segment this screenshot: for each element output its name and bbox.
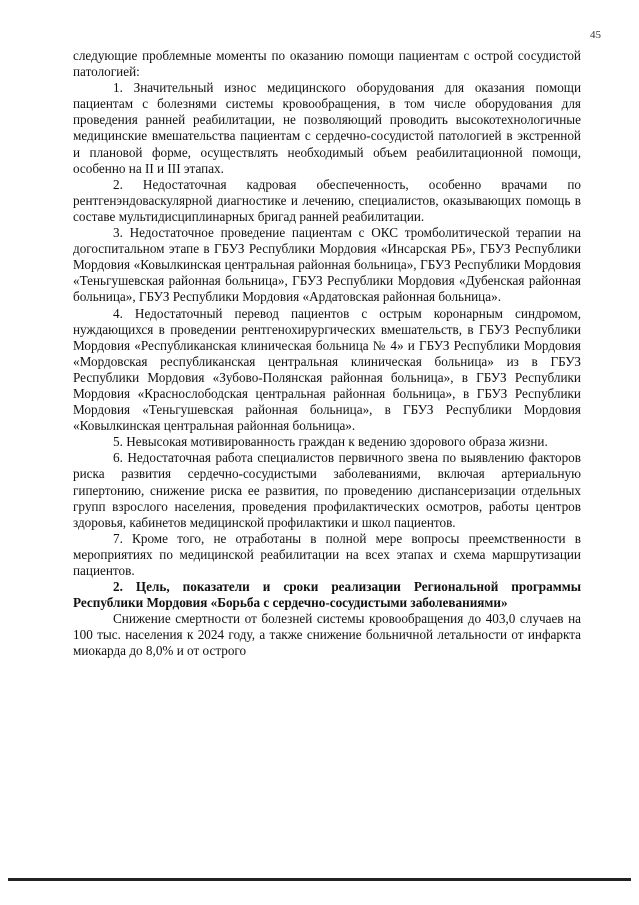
- page-bottom-border: [8, 878, 631, 881]
- intro-paragraph: следующие проблемные моменты по оказанию помощи пациентам с острой сосудистой патологией:: [73, 48, 581, 80]
- document-body: [73, 48, 581, 660]
- problem-item-3: 3. Недостаточное проведение пациентам с ОКС тромболитической терапии на догоспитальном этапе в ГБУЗ Республики Мордовия «Инсарская РБ», ГБУЗ Республики Мордовия «Ковылкинская центральная районная больница», ГБУЗ Республики Мордовия «Теньгушевская районная больница», ГБУЗ Республики Мордовия «Дубенская районная больница», ГБУЗ Республики Мордовия «Ардатовская районная больница».: [73, 225, 581, 305]
- section-heading: 2. Цель, показатели и сроки реализации Региональной программы Республики Мордовия «Борьба с сердечно-сосудистыми заболеваниями»: [73, 579, 581, 611]
- closing-paragraph: Снижение смертности от болезней системы кровообращения до 403,0 случаев на 100 тыс. населения к 2024 году, а также снижение больничной летальности от инфаркта миокарда до 8,0% и от острого: [73, 611, 581, 659]
- problem-item-7: 7. Кроме того, не отработаны в полной мере вопросы преемственности в мероприятиях по медицинской реабилитации на всех этапах и схема маршрутизации пациентов.: [73, 530, 581, 578]
- problem-item-1: 1. Значительный износ медицинского оборудования для оказания помощи пациентам с болезнями системы кровообращения, в том числе оборудования для проведения ранней реабилитации, не позволяющий проводить высокотехнологичные медицинские вмешательства пациентам с сердечно-сосудистой патологией в экстренной и плановой форме, осуществлять необходимый объем реабилитационной помощи, особенно на II и III этапах.: [73, 80, 581, 176]
- problem-item-4: 4. Недостаточный перевод пациентов с острым коронарным синдромом, нуждающихся в проведении рентгенохирургических вмешательств, в ГБУЗ Республики Мордовия «Республиканская клиническая больница № 4» и ГБУЗ Республики Мордовия «Мордовская республиканская центральная клиническая больница» из в ГБУЗ Республики Мордовия «Зубово-Полянская районная больница», в ГБУЗ Республики Мордовия «Краснослободская центральная районная больница», в ГБУЗ Республики Мордовия «Теньгушевская районная больница», в ГБУЗ Республики Мордовия «Ковылкинская центральная районная больница».: [73, 305, 581, 434]
- problem-item-2: 2. Недостаточная кадровая обеспеченность, особенно врачами по рентгенэндоваскулярной диагностике и лечению, специалистов, оказывающих помощь в составе мультидисциплинарных бригад ранней реабилитации.: [73, 176, 581, 224]
- problem-item-5: 5. Невысокая мотивированность граждан к ведению здорового образа жизни.: [113, 434, 548, 450]
- problem-item-6: 6. Недостаточная работа специалистов первичного звена по выявлению факторов риска развития сердечно-сосудистыми заболеваниями, включая артериальную гипертонию, снижение риска ее развития, по проведению диспансеризации отдельных групп взрослого населения, проведения профилактических осмотров, работы центров здоровья, кабинетов медицинской профилактики и школ пациентов.: [73, 450, 581, 530]
- page-number: 45: [590, 29, 601, 41]
